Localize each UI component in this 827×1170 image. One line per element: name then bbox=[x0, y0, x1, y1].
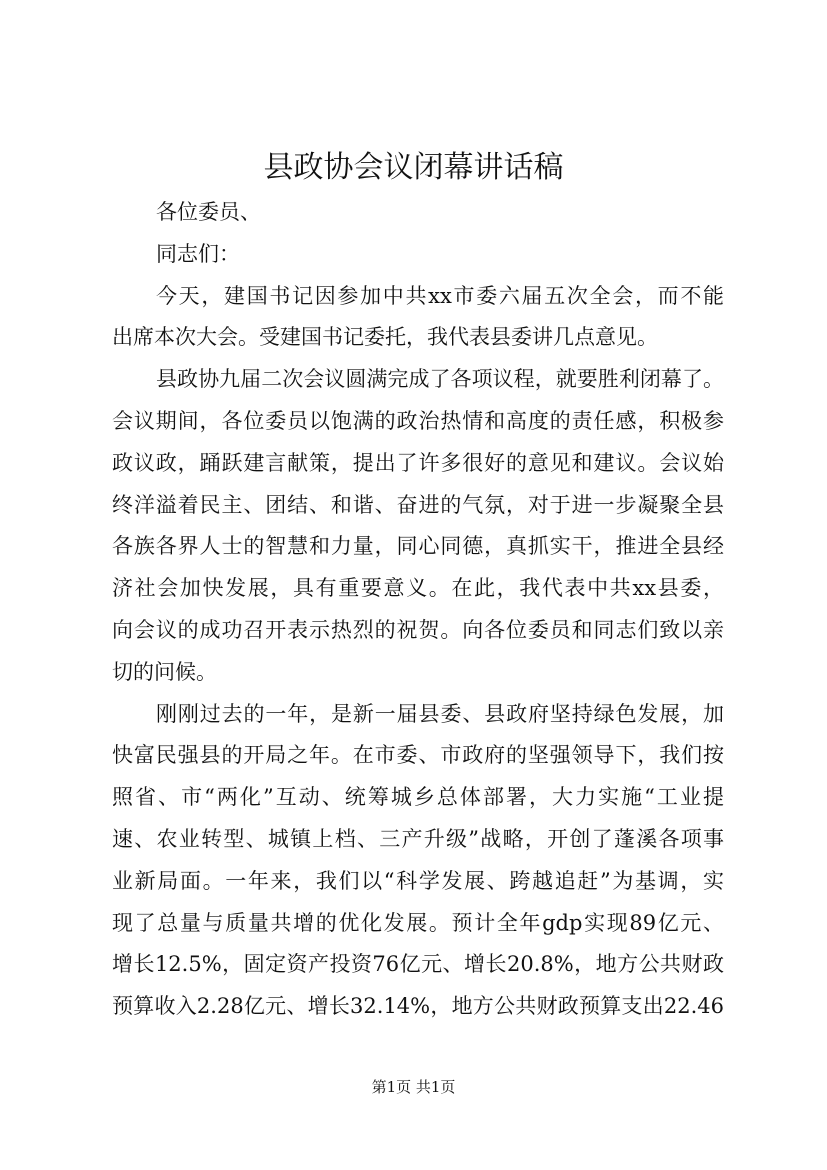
text-line: 速、农业转型、城镇上档、三产升级”战略，开创了蓬溪各项事 bbox=[112, 826, 724, 851]
text-line: 现了总量与质量共增的优化发展。预计全年gdp实现89亿元、 bbox=[112, 910, 724, 935]
text-line: 各位委员、 bbox=[156, 200, 261, 224]
text-line: 济社会加快发展，具有重要意义。在此，我代表中共xx县委， bbox=[112, 576, 724, 601]
text-line: 刚刚过去的一年，是新一届县委、县政府坚持绿色发展，加 bbox=[156, 701, 724, 726]
page-footer: 第1页 共1页 bbox=[371, 1078, 456, 1096]
document-body bbox=[112, 192, 724, 1028]
document-title: 县政协会议闭幕讲话稿 bbox=[263, 150, 564, 185]
text-line: 业新局面。一年来，我们以“科学发展、跨越追赶”为基调，实 bbox=[112, 868, 724, 893]
text-line: 切的问候。 bbox=[112, 659, 217, 684]
text-line: 出席本次大会。受建国书记委托，我代表县委讲几点意见。 bbox=[112, 325, 658, 350]
text-line: 各族各界人士的智慧和力量，同心同德，真抓实干，推进全县经 bbox=[112, 534, 724, 559]
text-line: 会议期间，各位委员以饱满的政治热情和高度的责任感，积极参 bbox=[112, 408, 724, 433]
text-line: 增长12.5%，固定资产投资76亿元、增长20.8%，地方公共财政 bbox=[112, 952, 724, 977]
text-line: 照省、市“两化”互动、统筹城乡总体部署，大力实施“工业提 bbox=[112, 785, 724, 810]
text-line: 终洋溢着民主、团结、和谐、奋进的气氛，对于进一步凝聚全县 bbox=[112, 492, 724, 517]
text-line: 同志们： bbox=[156, 241, 240, 266]
text-line: 县政协九届二次会议圆满完成了各项议程，就要胜利闭幕了。 bbox=[156, 367, 724, 392]
text-line: 向会议的成功召开表示热烈的祝贺。向各位委员和同志们致以亲 bbox=[112, 617, 724, 642]
text-line: 政议政，踊跃建言献策，提出了许多很好的意见和建议。会议始 bbox=[112, 450, 724, 475]
text-line: 快富民强县的开局之年。在市委、市政府的坚强领导下，我们按 bbox=[112, 743, 724, 768]
text-line: 预算收入2.28亿元、增长32.14%，地方公共财政预算支出22.46 bbox=[112, 994, 724, 1019]
text-line: 今天，建国书记因参加中共xx市委六届五次全会，而不能 bbox=[156, 283, 724, 308]
